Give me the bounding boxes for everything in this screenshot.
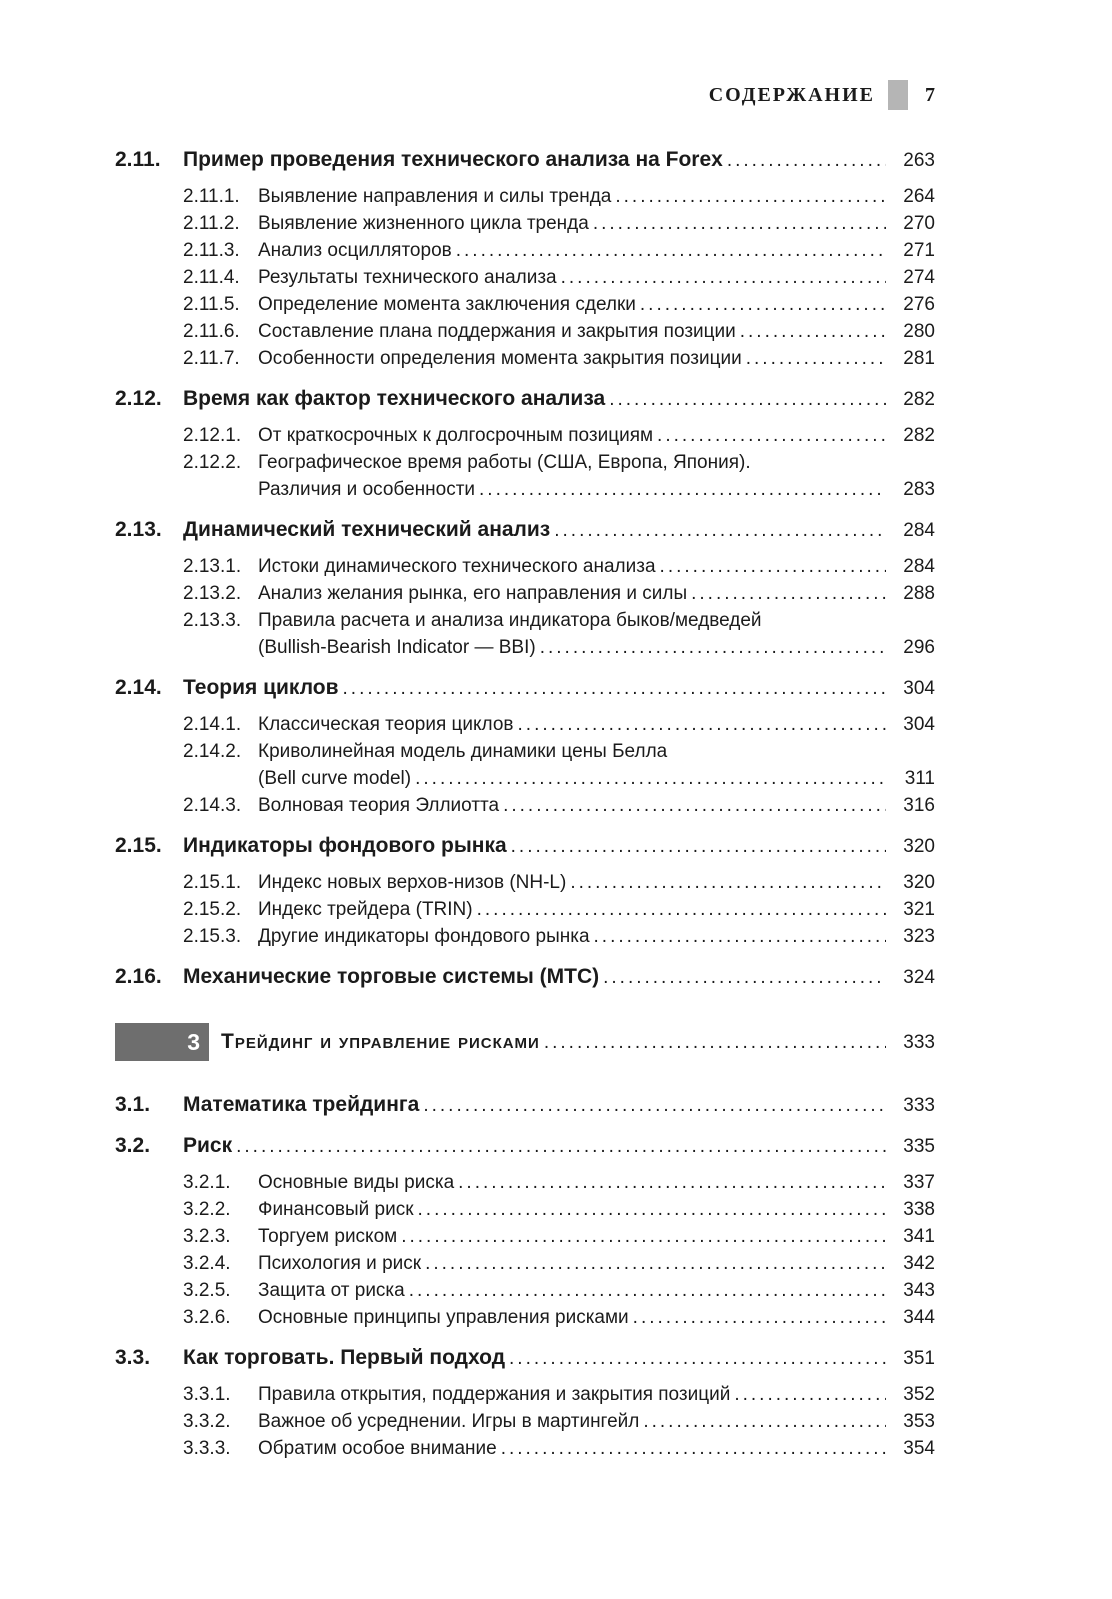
entry-line <box>258 291 935 318</box>
dot-leader <box>458 1169 886 1196</box>
entry-number: 2.11.4. <box>183 267 240 288</box>
entry-title: Время как фактор технического анализа <box>183 387 606 410</box>
entry-content <box>258 553 935 580</box>
toc-entry <box>115 1196 935 1223</box>
entry-title: Математика трейдинга <box>183 1093 420 1116</box>
entry-title: Классическая теория циклов <box>258 714 514 735</box>
toc-entry <box>115 1304 935 1331</box>
toc-entry <box>115 711 935 738</box>
entry-page-number: 282 <box>903 389 935 410</box>
entry-line <box>183 674 935 702</box>
dot-leader <box>561 264 886 291</box>
entry-continuation-line <box>258 765 935 792</box>
entry-line <box>258 318 935 345</box>
toc-entry <box>115 792 935 819</box>
entry-line <box>258 580 935 607</box>
entry-content <box>258 345 935 372</box>
entry-content <box>258 1223 935 1250</box>
entry-line <box>183 1344 935 1372</box>
chapter-title: Трейдинг и управление рисками <box>221 1030 540 1053</box>
entry-number: 2.13.2. <box>183 583 242 604</box>
toc-entry <box>115 146 935 174</box>
header-title: СОДЕРЖАНИЕ <box>708 83 875 106</box>
entry-page-number: 337 <box>903 1172 935 1193</box>
entry-page-number: 270 <box>903 213 935 234</box>
entry-page-number: 284 <box>903 520 935 541</box>
entry-number: 2.11. <box>115 148 161 171</box>
entry-line <box>258 738 935 765</box>
entry-content <box>258 1277 935 1304</box>
entry-content <box>258 792 935 819</box>
entry-page-number: 323 <box>903 926 935 947</box>
entry-content <box>183 674 935 702</box>
toc-entry <box>115 553 935 580</box>
entry-content <box>183 963 935 991</box>
toc-entry <box>115 210 935 237</box>
dot-leader <box>518 711 886 738</box>
entry-line <box>183 963 935 991</box>
entry-content <box>258 896 935 923</box>
toc-entry <box>115 923 935 950</box>
entry-number: 2.15.1. <box>183 872 242 893</box>
toc-entry <box>115 1169 935 1196</box>
entry-page-number: 316 <box>903 795 935 816</box>
toc-entry <box>115 963 935 991</box>
entry-page-number: 320 <box>903 872 935 893</box>
entry-number: 3.2. <box>115 1134 151 1157</box>
toc-entry <box>115 674 935 702</box>
entry-page-number: 338 <box>903 1199 935 1220</box>
entry-line <box>183 1132 935 1160</box>
dot-leader <box>343 675 886 702</box>
entry-line <box>258 422 935 449</box>
entry-content <box>258 422 935 449</box>
toc-entry <box>115 183 935 210</box>
entry-line <box>258 1408 935 1435</box>
entry-title: Как торговать. Первый подход <box>183 1346 506 1369</box>
entry-number: 3.3.1. <box>183 1384 231 1405</box>
entry-line <box>258 1304 935 1331</box>
entry-number: 2.12.1. <box>183 425 242 446</box>
entry-page-number: 283 <box>903 479 935 500</box>
entry-content <box>258 449 935 503</box>
toc-entry <box>115 580 935 607</box>
toc-entry <box>115 345 935 372</box>
dot-leader <box>691 580 886 607</box>
entry-number: 2.11.1. <box>183 186 240 207</box>
header-page-marker <box>888 80 908 110</box>
dot-leader <box>746 345 886 372</box>
toc-entry <box>115 1381 935 1408</box>
entry-number: 2.11.5. <box>183 294 240 315</box>
entry-continuation-line <box>258 476 935 503</box>
entry-title: Анализ желания рынка, его направления и силы <box>258 583 688 604</box>
entry-title: Криволинейная модель динамики цены Белла <box>258 741 668 762</box>
dot-leader <box>423 1092 886 1119</box>
entry-line <box>258 711 935 738</box>
entry-title: Составление плана поддержания и закрытия позиции <box>258 321 736 342</box>
entry-content <box>258 318 935 345</box>
entry-content <box>183 516 935 544</box>
entry-content <box>258 1408 935 1435</box>
entry-title: Индикаторы фондового рынка <box>183 834 507 857</box>
entry-title: Анализ осцилляторов <box>258 240 452 261</box>
dot-leader <box>511 833 886 860</box>
dot-leader <box>236 1133 886 1160</box>
entry-line <box>258 1250 935 1277</box>
entry-number: 2.15.3. <box>183 926 242 947</box>
entry-line <box>183 385 935 413</box>
entry-title: Основные виды риска <box>258 1172 455 1193</box>
entry-line <box>258 264 935 291</box>
entry-title: Выявление направления и силы тренда <box>258 186 612 207</box>
entry-page-number: 333 <box>903 1095 935 1116</box>
entry-number: 2.15. <box>115 834 162 857</box>
entry-number: 3.2.3. <box>183 1226 231 1247</box>
entry-number: 2.16. <box>115 965 162 988</box>
entry-title: Выявление жизненного цикла тренда <box>258 213 589 234</box>
entry-line <box>258 1381 935 1408</box>
entry-page-number: 271 <box>903 240 935 261</box>
entry-content <box>258 210 935 237</box>
entry-number: 2.12.2. <box>183 452 242 473</box>
entry-number: 2.14.2. <box>183 741 242 762</box>
entry-page-number: 296 <box>903 637 935 658</box>
dot-leader <box>609 386 886 413</box>
entry-page-number: 343 <box>903 1280 935 1301</box>
entry-page-number: 335 <box>903 1136 935 1157</box>
entry-number: 3.3. <box>115 1346 151 1369</box>
entry-page-number: 284 <box>903 556 935 577</box>
dot-leader <box>425 1250 886 1277</box>
entry-title: Психология и риск <box>258 1253 422 1274</box>
entry-page-number: 354 <box>903 1438 935 1459</box>
entry-page-number: 341 <box>903 1226 935 1247</box>
entry-line <box>183 146 935 174</box>
entry-page-number: 333 <box>903 1032 935 1053</box>
entry-page-number: 281 <box>903 348 935 369</box>
entry-content <box>258 580 935 607</box>
dot-leader <box>734 1381 886 1408</box>
entry-page-number: 288 <box>903 583 935 604</box>
entry-content <box>258 1169 935 1196</box>
entry-title: Индекс новых верхов-низов (NH-L) <box>258 872 567 893</box>
entry-number: 2.11.6. <box>183 321 240 342</box>
entry-page-number: 351 <box>903 1348 935 1369</box>
entry-page-number: 274 <box>903 267 935 288</box>
header-page-number: 7 <box>925 83 935 106</box>
entry-number: 2.14.1. <box>183 714 242 735</box>
entry-line <box>258 869 935 896</box>
dot-leader <box>418 1196 886 1223</box>
toc-entry <box>115 237 935 264</box>
dot-leader <box>740 318 886 345</box>
entry-title: Индекс трейдера (TRIN) <box>258 899 473 920</box>
dot-leader <box>401 1223 886 1250</box>
entry-number: 2.15.2. <box>183 899 242 920</box>
entry-title: Важное об усреднении. Игры в мартингейл <box>258 1411 640 1432</box>
entry-page-number: 304 <box>903 714 935 735</box>
toc-entry <box>115 1277 935 1304</box>
entry-page-number: 344 <box>903 1307 935 1328</box>
dot-leader <box>570 869 886 896</box>
entry-title: Защита от риска <box>258 1280 405 1301</box>
toc-entry <box>115 318 935 345</box>
dot-leader <box>503 792 886 819</box>
entry-line <box>258 1196 935 1223</box>
entry-content <box>258 264 935 291</box>
toc-entry <box>115 449 935 503</box>
toc-entry <box>115 385 935 413</box>
entry-number: 2.13. <box>115 518 162 541</box>
entry-line <box>258 449 935 476</box>
entry-number: 2.11.3. <box>183 240 240 261</box>
dot-leader <box>615 183 886 210</box>
entry-title: Обратим особое внимание <box>258 1438 497 1459</box>
dot-leader <box>594 923 886 950</box>
dot-leader <box>544 1029 886 1056</box>
dot-leader <box>657 422 886 449</box>
entry-line <box>258 896 935 923</box>
toc-entry <box>115 1344 935 1372</box>
entry-number: 3.2.5. <box>183 1280 231 1301</box>
entry-line <box>258 210 935 237</box>
entry-title: Правила расчета и анализа индикатора быков/медведей <box>258 610 762 631</box>
entry-title-continuation: (Bullish-Bearish Indicator — BBI) <box>258 637 536 658</box>
toc-entry <box>115 291 935 318</box>
entry-page-number: 353 <box>903 1411 935 1432</box>
dot-leader <box>633 1304 886 1331</box>
entry-content <box>183 1132 935 1160</box>
entry-number: 2.13.3. <box>183 610 242 631</box>
entry-title: Истоки динамического технического анализа <box>258 556 656 577</box>
entry-line <box>258 553 935 580</box>
entry-page-number: 311 <box>904 768 935 789</box>
entry-title: Основные принципы управления рисками <box>258 1307 629 1328</box>
entry-title: Определение момента заключения сделки <box>258 294 636 315</box>
entry-title: Результаты технического анализа <box>258 267 557 288</box>
entry-line <box>258 923 935 950</box>
toc-entry <box>115 896 935 923</box>
entry-page-number: 342 <box>903 1253 935 1274</box>
entry-content <box>258 1250 935 1277</box>
dot-leader <box>501 1435 886 1462</box>
entry-title: Пример проведения технического анализа на Forex <box>183 148 723 171</box>
entry-title: Правила открытия, поддержания и закрытия позиций <box>258 1384 731 1405</box>
toc-list <box>115 146 935 1462</box>
toc-entry <box>115 516 935 544</box>
entry-content <box>258 711 935 738</box>
chapter-heading <box>115 1023 935 1061</box>
entry-page-number: 321 <box>903 899 935 920</box>
entry-content <box>258 923 935 950</box>
page-header <box>115 80 935 110</box>
entry-page-number: 276 <box>903 294 935 315</box>
entry-title: Другие индикаторы фондового рынка <box>258 926 590 947</box>
toc-entry <box>115 1091 935 1119</box>
entry-content <box>183 146 935 174</box>
entry-number: 3.2.2. <box>183 1199 231 1220</box>
entry-content <box>258 607 935 661</box>
entry-line <box>258 345 935 372</box>
entry-content <box>258 1196 935 1223</box>
entry-page-number: 282 <box>903 425 935 446</box>
dot-leader <box>540 634 886 661</box>
toc-entry <box>115 1132 935 1160</box>
entry-content <box>258 183 935 210</box>
chapter-number-box <box>115 1023 209 1061</box>
toc-entry <box>115 1435 935 1462</box>
entry-title: Механические торговые системы (МТС) <box>183 965 600 988</box>
dot-leader <box>660 553 886 580</box>
toc-entry <box>115 607 935 661</box>
toc-entry <box>115 738 935 792</box>
chapter-number: 3 <box>187 1028 200 1055</box>
dot-leader <box>643 1408 886 1435</box>
entry-number: 3.3.2. <box>183 1411 231 1432</box>
entry-number: 3.1. <box>115 1093 151 1116</box>
entry-title: От краткосрочных к долгосрочным позициям <box>258 425 654 446</box>
toc-entry <box>115 1250 935 1277</box>
dot-leader <box>509 1345 886 1372</box>
entry-number: 3.3.3. <box>183 1438 231 1459</box>
dot-leader <box>554 517 886 544</box>
entry-content <box>258 1381 935 1408</box>
entry-title: Географическое время работы (США, Европа, Япония). <box>258 452 751 473</box>
entry-content <box>183 385 935 413</box>
entry-number: 3.2.6. <box>183 1307 231 1328</box>
entry-number: 2.12. <box>115 387 162 410</box>
entry-title-continuation: Различия и особенности <box>258 479 476 500</box>
toc-entry <box>115 1223 935 1250</box>
entry-page-number: 320 <box>903 836 935 857</box>
entry-title-continuation: (Bell curve model) <box>258 768 412 789</box>
entry-content <box>183 1091 935 1119</box>
entry-number: 2.11.7. <box>183 348 240 369</box>
toc-entry <box>115 1408 935 1435</box>
entry-number: 2.11.2. <box>183 213 240 234</box>
entry-page-number: 352 <box>903 1384 935 1405</box>
entry-line <box>258 607 935 634</box>
entry-line <box>258 1169 935 1196</box>
entry-title: Торгуем риском <box>258 1226 398 1247</box>
dot-leader <box>479 476 886 503</box>
dot-leader <box>415 765 886 792</box>
entry-content <box>258 1304 935 1331</box>
entry-number: 2.13.1. <box>183 556 242 577</box>
entry-line <box>258 792 935 819</box>
entry-page-number: 263 <box>903 150 935 171</box>
entry-line <box>183 516 935 544</box>
entry-title: Волновая теория Эллиотта <box>258 795 500 816</box>
entry-number: 2.14.3. <box>183 795 242 816</box>
entry-number: 3.2.1. <box>183 1172 231 1193</box>
entry-content <box>258 291 935 318</box>
entry-line <box>258 1223 935 1250</box>
entry-content <box>183 832 935 860</box>
entry-title: Риск <box>183 1134 233 1157</box>
dot-leader <box>727 147 886 174</box>
entry-page-number: 324 <box>903 967 935 988</box>
dot-leader <box>477 896 886 923</box>
dot-leader <box>593 210 886 237</box>
entry-line <box>258 1435 935 1462</box>
dot-leader <box>409 1277 886 1304</box>
entry-content <box>258 237 935 264</box>
entry-content <box>183 1344 935 1372</box>
entry-line <box>258 183 935 210</box>
entry-line <box>258 237 935 264</box>
dot-leader <box>456 237 886 264</box>
entry-content <box>258 738 935 792</box>
entry-page-number: 264 <box>903 186 935 207</box>
entry-page-number: 280 <box>903 321 935 342</box>
entry-number: 2.14. <box>115 676 162 699</box>
entry-content <box>258 869 935 896</box>
dot-leader <box>603 964 886 991</box>
entry-title: Особенности определения момента закрытия позиции <box>258 348 742 369</box>
entry-page-number: 304 <box>903 678 935 699</box>
chapter-heading-line <box>221 1028 935 1056</box>
entry-title: Динамический технический анализ <box>183 518 551 541</box>
entry-number: 3.2.4. <box>183 1253 231 1274</box>
entry-title: Теория циклов <box>183 676 339 699</box>
entry-line <box>183 832 935 860</box>
entry-content <box>258 1435 935 1462</box>
toc-entry <box>115 422 935 449</box>
entry-line <box>183 1091 935 1119</box>
entry-continuation-line <box>258 634 935 661</box>
toc-entry <box>115 869 935 896</box>
toc-entry <box>115 832 935 860</box>
dot-leader <box>640 291 886 318</box>
entry-line <box>258 1277 935 1304</box>
toc-entry <box>115 264 935 291</box>
entry-title: Финансовый риск <box>258 1199 414 1220</box>
